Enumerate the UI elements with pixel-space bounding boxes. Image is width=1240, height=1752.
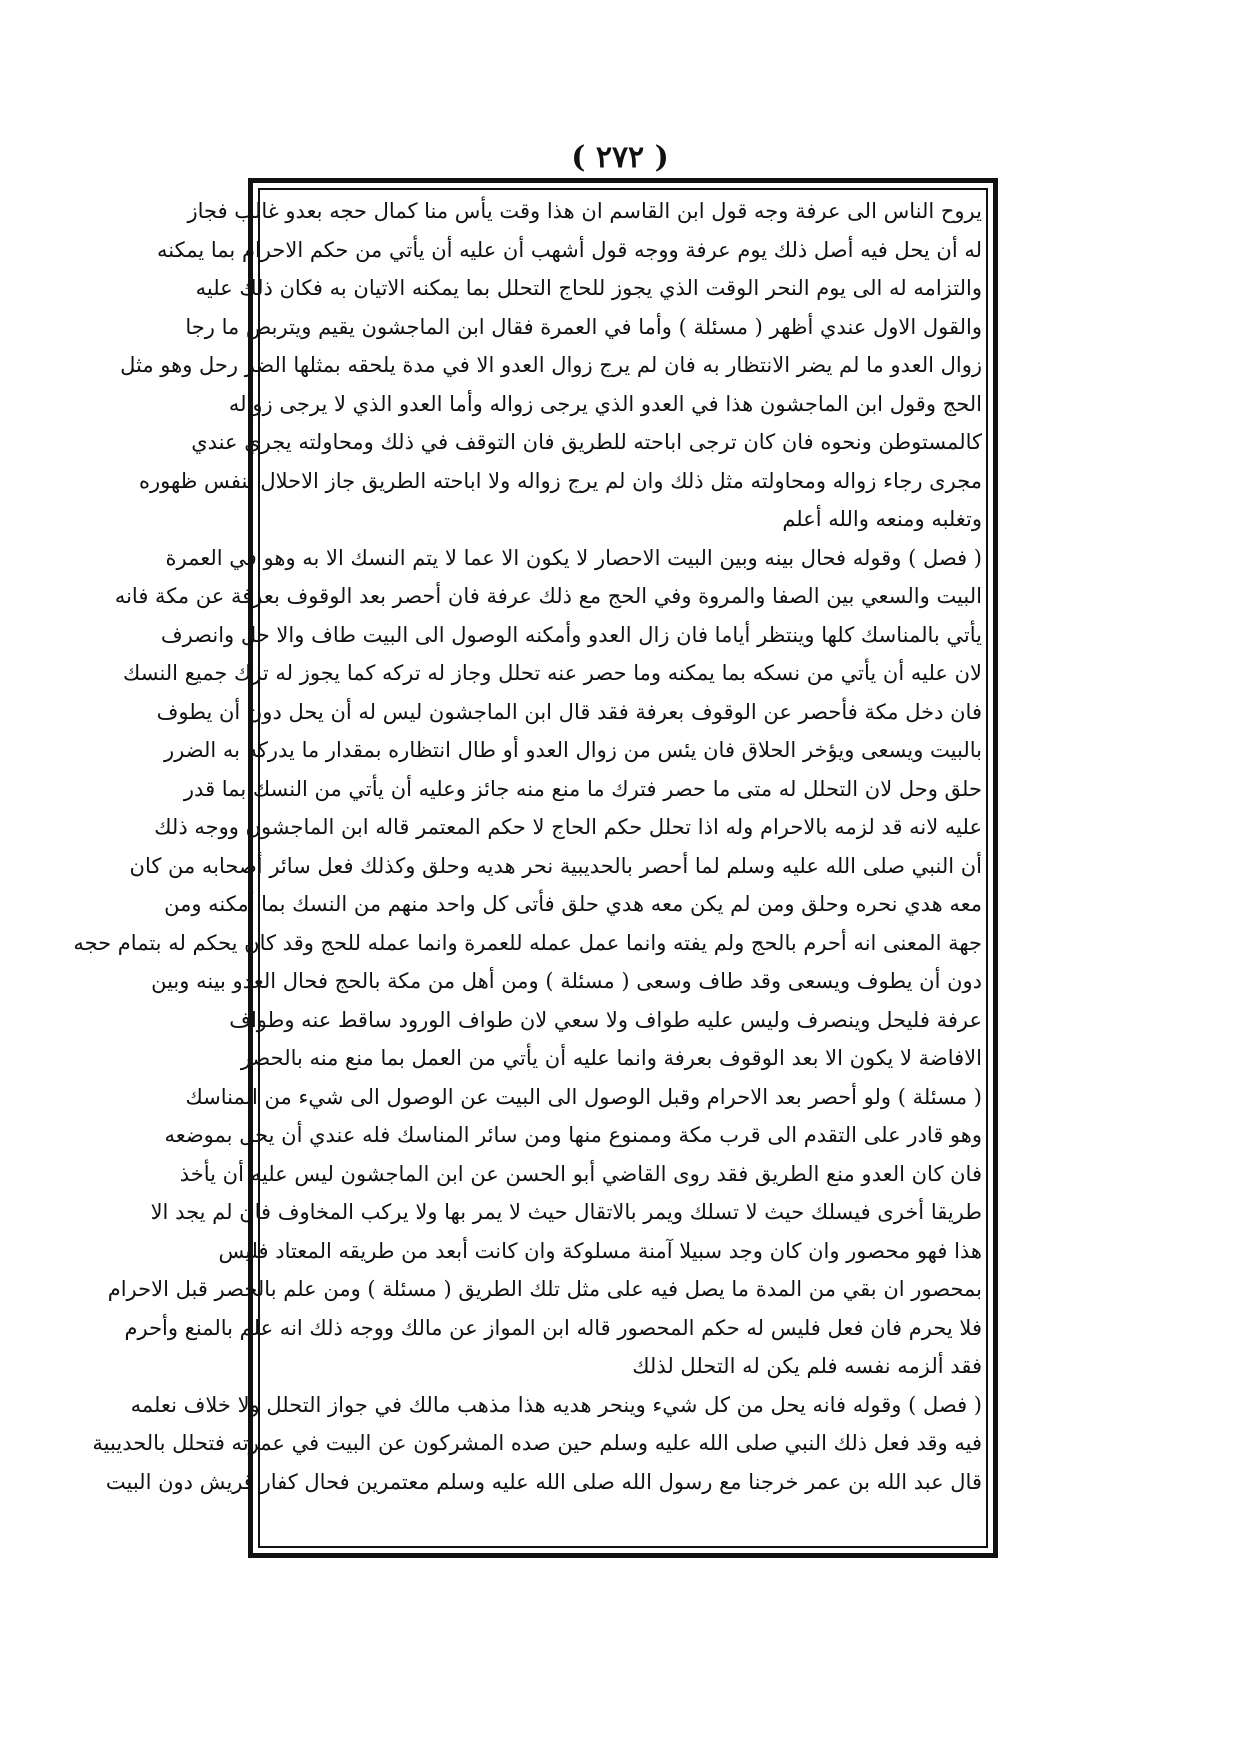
text-line: يأتي بالمناسك كلها وينتظر أياما فان زال العدو وأمكنه الوصول الى البيت طاف والا حل وانصرف bbox=[160, 622, 982, 647]
text-line: معه هدي نحره وحلق ومن لم يكن معه هدي حلق فأتى كل واحد منهم من النسك بما أمكنه ومن bbox=[164, 892, 982, 916]
text-line: فقد ألزمه نفسه فلم يكن له التحلل لذلك bbox=[632, 1354, 982, 1378]
text-line: دون أن يطوف ويسعى وقد طاف وسعى ( مسئلة ) ومن أهل من مكة بالحج فحال العدو بينه وبين bbox=[151, 969, 982, 993]
text-line: بالبيت ويسعى ويؤخر الحلاق فان يئس من زوال العدو أو طال انتظاره بمقدار ما يدركه به الضرر bbox=[164, 738, 982, 762]
text-line: جهة المعنى انه أحرم بالحج ولم يفته وانما عمل عمله للعمرة وانما عمله للحج وقد كان يحكم له بتمام حجه bbox=[73, 930, 982, 955]
text-line: فان دخل مكة فأحصر عن الوقوف بعرفة فقد قال ابن الماجشون ليس له أن يحل دون أن يطوف bbox=[156, 699, 982, 724]
text-line: وهو قادر على التقدم الى قرب مكة وممنوع منها ومن سائر المناسك فله عندي أن يحل بموضعه bbox=[164, 1123, 982, 1147]
text-line: لان عليه أن يأتي من نسكه بما يمكنه وما حصر عنه تحلل وجاز له تركه كما يجوز له ترك جميع النسك bbox=[123, 661, 982, 685]
text-line: عليه لانه قد لزمه بالاحرام وله اذا تحلل حكم الحاج لا حكم المعتمر قاله ابن الماجشون ووجه ذلك bbox=[154, 815, 982, 839]
text-line: فلا يحرم فان فعل فليس له حكم المحصور قاله ابن المواز عن مالك ووجه ذلك انه علم بالمنع وأحرم bbox=[124, 1315, 982, 1340]
text-line: البيت والسعي بين الصفا والمروة وفي الحج مع ذلك عرفة فان أحصر بعد الوقوف بعرفة عن مكة فانه bbox=[114, 584, 982, 608]
text-line: الحج وقول ابن الماجشون هذا في العدو الذي يرجى زواله وأما العدو الذي لا يرجى زواله bbox=[228, 391, 982, 416]
text-line: حلق وحل لان التحلل له متى ما حصر فترك ما منع منه جائز وعليه أن يأتي من النسك بما قدر bbox=[183, 776, 982, 801]
text-line: والقول الاول عندي أظهر ( مسئلة ) وأما في العمرة فقال ابن الماجشون يقيم ويتربص ما رجا bbox=[185, 314, 982, 339]
text-line: قال عبد الله بن عمر خرجنا مع رسول الله صلى الله عليه وسلم معتمرين فحال كفار قريش دون البيت bbox=[105, 1469, 982, 1494]
text-line: هذا فهو محصور وان كان وجد سبيلا آمنة مسلوكة وان كانت أبعد من طريقه المعتاد فليس bbox=[218, 1238, 982, 1263]
text-line: طريقا أخرى فيسلك حيث لا تسلك ويمر بالاتقال حيث لا يمر بها ولا يركب المخاوف فان لم يجد الا bbox=[150, 1200, 982, 1224]
text-line: ( فصل ) وقوله فانه يحل من كل شيء وينحر هديه هذا مذهب مالك في جواز التحلل ولا خلاف نعلمه bbox=[130, 1392, 982, 1417]
text-line: بمحصور ان بقي من المدة ما يصل فيه على مثل تلك الطريق ( مسئلة ) ومن علم بالحصر قبل الاحرام bbox=[107, 1277, 982, 1301]
text-line: فيه وقد فعل ذلك النبي صلى الله عليه وسلم حين صده المشركون عن البيت في عمرته فتحلل بالحديبية bbox=[92, 1431, 982, 1455]
body-text bbox=[73, 192, 982, 1542]
text-line: والتزامه له الى يوم النحر الوقت الذي يجوز للحاج التحلل بما يمكنه الاتيان به فكان ذلك عليه bbox=[195, 276, 982, 300]
text-line: له أن يحل فيه أصل ذلك يوم عرفة ووجه قول أشهب أن عليه أن يأتي من حكم الاحرام بما يمكنه bbox=[157, 237, 982, 262]
text-line: فان كان العدو منع الطريق فقد روى القاضي أبو الحسن عن ابن الماجشون ليس عليه أن يأخذ bbox=[179, 1161, 982, 1186]
text-line: ( فصل ) وقوله فحال بينه وبين البيت الاحصار لا يكون الا عما لا يتم النسك الا به وهو في العمرة bbox=[165, 545, 982, 570]
text-line: مجرى رجاء زواله ومحاولته مثل ذلك وان لم يرج زواله ولا اباحته الطريق جاز الاحلال بنفس ظهوره bbox=[139, 468, 982, 493]
text-line: أن النبي صلى الله عليه وسلم لما أحصر بالحديبية نحر هديه وحلق وكذلك فعل سائر أصحابه من كان bbox=[129, 853, 982, 878]
page-number: ( ٢٧٢ ) bbox=[571, 140, 669, 175]
text-line: زوال العدو ما لم يضر الانتظار به فان لم يرج زوال العدو الا في مدة يلحقه بمثلها الضر رحل وهو مثل bbox=[120, 353, 982, 377]
text-line: ( مسئلة ) ولو أحصر بعد الاحرام وقبل الوصول الى البيت عن الوصول الى شيء من المناسك bbox=[185, 1084, 982, 1109]
text-line: يروح الناس الى عرفة وجه قول ابن القاسم ان هذا وقت يأس منا كمال حجه بعدو غالب فجاز bbox=[187, 199, 982, 223]
text-line: كالمستوطن ونحوه فان كان ترجى اباحته للطريق فان التوقف في ذلك ومحاولته يجري عندي bbox=[191, 430, 982, 454]
text-line: الافاضة لا يكون الا بعد الوقوف بعرفة وانما عليه أن يأتي من العمل بما منع منه بالحصر bbox=[240, 1046, 982, 1070]
text-line: وتغلبه ومنعه والله أعلم bbox=[782, 507, 982, 531]
text-line: عرفة فليحل وينصرف وليس عليه طواف ولا سعي لان طواف الورود ساقط عنه وطواف bbox=[229, 1007, 982, 1032]
